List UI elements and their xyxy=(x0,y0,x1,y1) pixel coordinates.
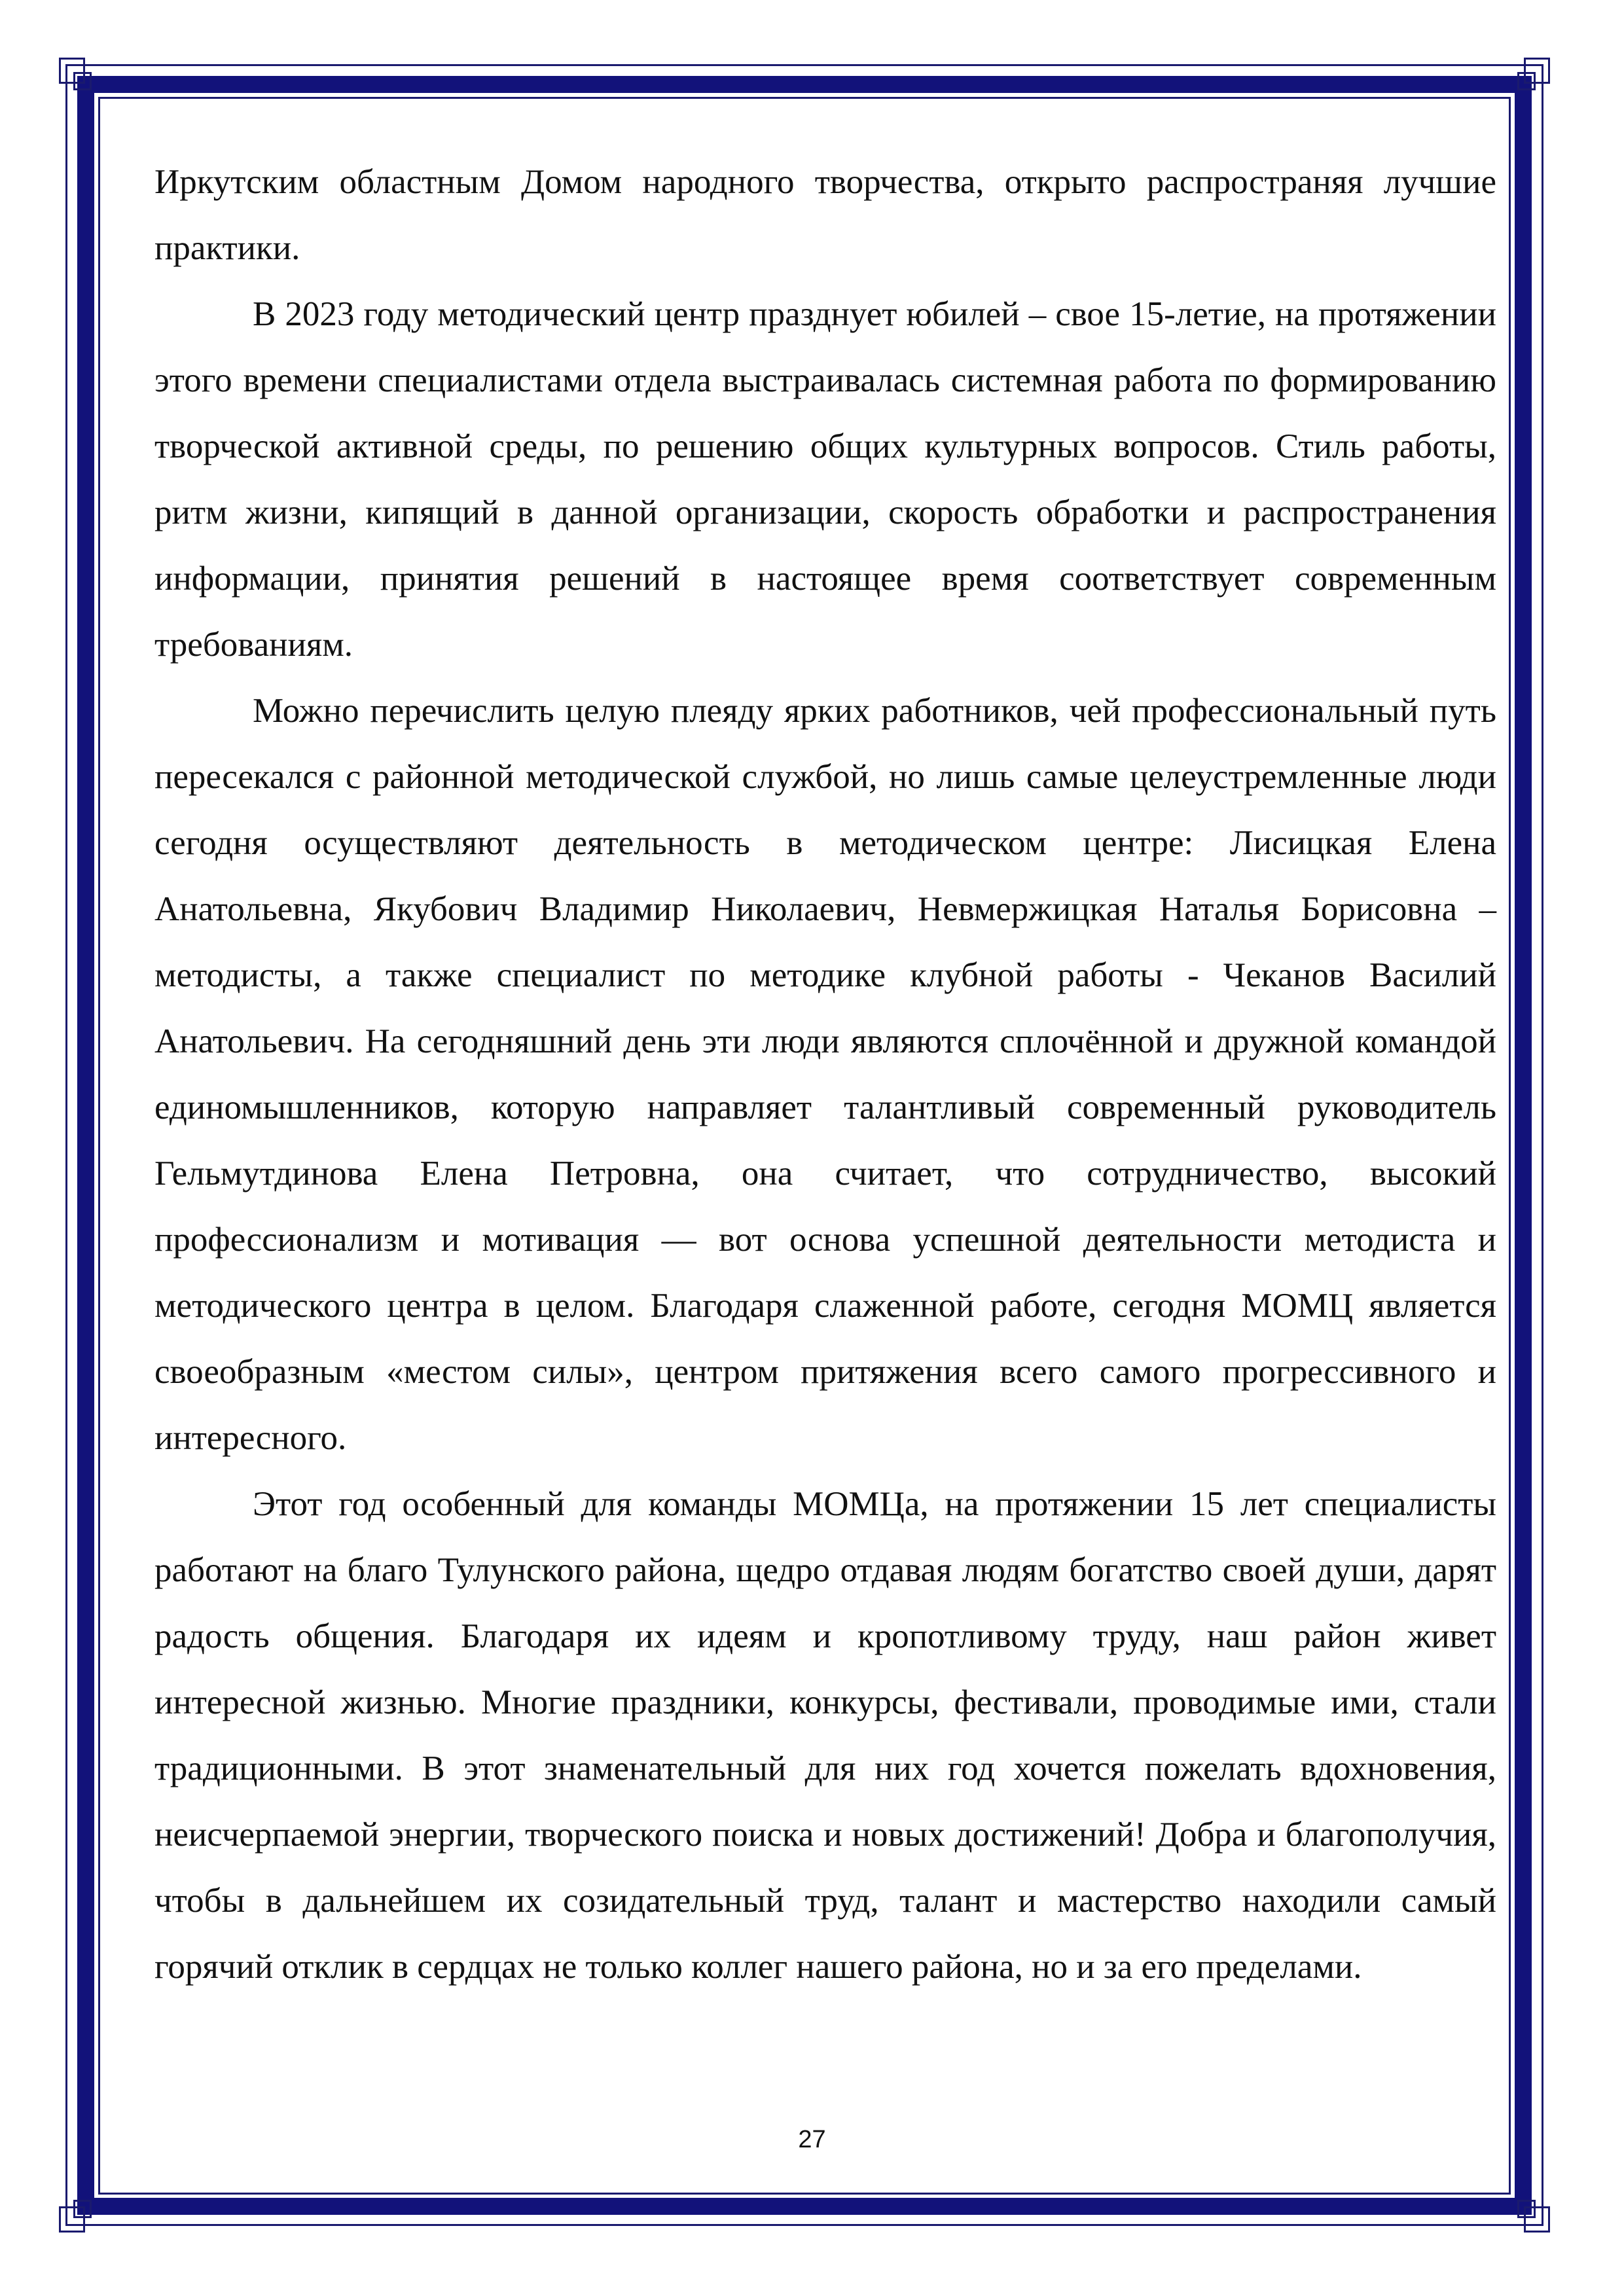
paragraph-wishes: Этот год особенный для команды МОМЦа, на протяжении 15 лет специалисты работают на благо Тулунского района, щедро отдавая людям богатство своей души, дарят радость общения. Благодаря их идеям и кропотливому труду, наш район живет интересной жизнью. Многие праздники, конкурсы, фестивали, проводимые ими, стали традиционными. В этот знаменательный для них год хочется пожелать вдохновения, неисчерпаемой энергии, творческого поиска и новых достижений! Добра и благополучия, чтобы в дальнейшем их созидательный труд, талант и мастерство находили самый горячий отклик в сердцах не только коллег нашего района, но и за его пределами. xyxy=(154,1485,1496,1986)
document-body xyxy=(154,149,1496,2000)
paragraph-team: Можно перечислить целую плеяду ярких работников, чей профессиональный путь пересекался с районной методической службой, но лишь самые целеустремленные люди сегодня осуществляют деятельность в методическом центре: Лисицкая Елена Анатольевна, Якубович Владимир Николаевич, Невмержицкая Наталья Борисовна – методисты, а также специалист по методике клубной работы - Чеканов Василий Анатольевич. На сегодняшний день эти люди являются сплочённой и дружной командой единомышленников, которую направляет талантливый современный руководитель Гельмутдинова Елена Петровна, она считает, что сотрудничество, высокий профессионализм и мотивация — вот основа успешной деятельности методиста и методического центра в целом. Благодаря слаженной работе, сегодня МОМЦ является своеобразным «местом силы», центром притяжения всего самого прогрессивного и интересного. xyxy=(154,692,1496,1457)
page-number: 27 xyxy=(798,2126,826,2153)
frame-corner-ornament-top-right xyxy=(1513,58,1550,94)
frame-corner-ornament-bottom-right xyxy=(1513,2196,1550,2233)
frame-corner-ornament-bottom-left xyxy=(59,2196,96,2233)
paragraph-continuation: Иркутским областным Домом народного творчества, открыто распространяя лучшие практики. xyxy=(154,163,1496,267)
frame-corner-ornament-top-left xyxy=(59,58,96,94)
paragraph-anniversary: В 2023 году методический центр празднует юбилей – свое 15-летие, на протяжении этого времени специалистами отдела выстраивалась системная работа по формированию творческой активной среды, по решению общих культурных вопросов. Стиль работы, ритм жизни, кипящий в данной организации, скорость обработки и распространения информации, принятия решений в настоящее время соответствует современным требованиям. xyxy=(154,295,1496,664)
